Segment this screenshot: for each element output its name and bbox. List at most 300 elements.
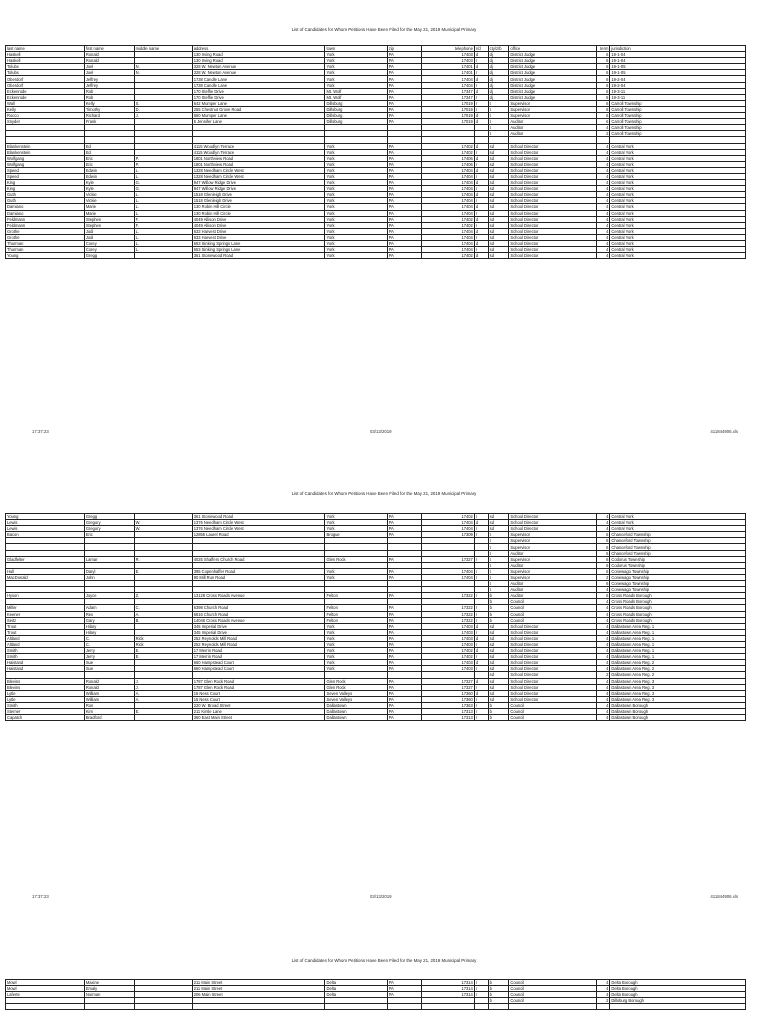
cell-state: PA [387,605,422,611]
cell-middle-name: F. [134,222,192,228]
cell-address: 642 Mumper Lane [192,100,325,106]
cell-state: PA [387,593,422,599]
cell-party: r [474,696,488,702]
cell-district-type: b [488,992,509,998]
cell-last-name: Wolfgang [6,161,85,167]
cell-middle-name: Rick [134,635,192,641]
cell-office: Auditor [509,581,596,587]
cell-state: PA [387,100,422,106]
cell-term: 6 [596,593,610,599]
cell-party: r [474,654,488,660]
cell-state: PA [387,234,422,240]
cell-party: d [474,228,488,234]
cell-district-type: sd [488,684,509,690]
cell-middle-name: E. [134,654,192,660]
cell-first-name: Daryl [84,568,134,574]
cell-district-type: t [488,131,509,137]
cell-jurisdiction: Dallastown Area Reg. 1 [610,629,746,635]
cell-district-type: sd [488,253,509,259]
cell-term: 4 [596,678,610,684]
cell-zip: 17404 [422,247,475,253]
cell-last-name [6,1004,85,1010]
cell-middle-name: G. [134,186,192,192]
cell-first-name: Ron [84,702,134,708]
cell-first-name: Maxine [84,980,134,986]
cell-district-type: t [488,113,509,119]
cell-state: PA [387,228,422,234]
cell-state [387,1004,422,1010]
cell-town: York [325,635,387,641]
cell-address: 15 Ness Court [192,696,325,702]
cell-jurisdiction: Carroll Township [610,106,746,112]
cell-first-name: first name [84,46,134,52]
cell-first-name: Jerry [84,654,134,660]
cell-party: r [474,247,488,253]
cell-last-name: Lewis [6,520,85,526]
cell-first-name: Bradford [84,715,134,721]
cell-district-type: sd [488,678,509,684]
cell-term: 6 [596,562,610,568]
cell-jurisdiction: Central York [610,180,746,186]
cell-town: York [325,70,387,76]
cell-address: 5 Jennifer Lane [192,119,325,125]
cell-last-name: Young [6,514,85,520]
cell-district-type: t [488,532,509,538]
cell-town: Mt. Wolf [325,94,387,100]
cell-town: York [325,186,387,192]
cell-party: r [474,94,488,100]
cell-town: York [325,660,387,666]
cell-zip: 17404 [422,82,475,88]
cell-address: 252 Reynolds Mill Road [192,641,325,647]
cell-state: PA [387,253,422,259]
cell-office: Supervisor [509,538,596,544]
page-title: List of Candidates for Whom Petitions Have Been Filed for the May 21, 2019 Municipal Primary [291,958,477,963]
cell-term: 4 [596,173,610,179]
cell-party: r [474,173,488,179]
cell-first-name: Rob [84,88,134,94]
cell-jurisdiction: Carroll Township [610,131,746,137]
cell-office: Council [509,702,596,708]
cell-address: 17 Merrin Road [192,654,325,660]
cell-zip: 17019 [422,100,475,106]
cell-zip: 17402 [422,648,475,654]
cell-jurisdiction: 19-1-05 [610,64,746,70]
cell-last-name: Rocco [6,113,85,119]
cell-party: r [474,514,488,520]
cell-party: d [474,143,488,149]
cell-jurisdiction: Central York [610,247,746,253]
cell-district-type: t [488,556,509,562]
cell-office: School Director [509,180,596,186]
cell-state: PA [387,574,422,580]
cell-term: 6 [596,58,610,64]
cell-last-name: Thurman [6,241,85,247]
cell-state: PA [387,648,422,654]
cell-party: r [474,70,488,76]
cell-middle-name: B. [134,617,192,623]
cell-zip: 17404 [422,167,475,173]
cell-address: 1328 Needham Circle West [192,167,325,173]
cell-middle-name: R. [134,556,192,562]
cell-state: PA [387,660,422,666]
cell-middle-name: L. [134,210,192,216]
cell-zip: 17019 [422,119,475,125]
cell-term: 4 [596,715,610,721]
cell-term: 4 [596,216,610,222]
cell-office: School Director [509,641,596,647]
cell-first-name: Joel [84,70,134,76]
cell-state: PA [387,64,422,70]
cell-jurisdiction: Conewago Township [610,574,746,580]
cell-state: PA [387,82,422,88]
cell-town: York [325,641,387,647]
cell-town: Dallastown [325,709,387,715]
cell-office: District Judge [509,64,596,70]
cell-state: PA [387,58,422,64]
cell-office: School Director [509,167,596,173]
cell-office: School Director [509,696,596,702]
cell-office: School Director [509,161,596,167]
cell-state: PA [387,696,422,702]
cell-town: Glen Rock [325,678,387,684]
cell-term: 6 [596,94,610,100]
cell-term: 6 [596,52,610,58]
cell-office: School Director [509,690,596,696]
cell-party: r [474,198,488,204]
cell-district-type: t [488,550,509,556]
cell-state: PA [387,155,422,161]
cell-town [325,1004,387,1010]
cell-term: 6 [596,568,610,574]
cell-term: 4 [596,611,610,617]
cell-term: 4 [596,155,610,161]
cell-party: r/d [474,46,488,52]
cell-term: 6 [596,581,610,587]
cell-term: 6 [596,76,610,82]
cell-district-type: sd [488,173,509,179]
cell-district-type: sd [488,520,509,526]
cell-jurisdiction: Dallastown Area Reg. 1 [610,623,746,629]
cell-jurisdiction: Dallastown Area Reg. 1 [610,635,746,641]
cell-office: Auditor [509,125,596,131]
cell-middle-name: G. [134,180,192,186]
cell-state: PA [387,702,422,708]
cell-zip: 17313 [422,709,475,715]
cell-district-type: sd [488,648,509,654]
cell-district-type: sd [488,623,509,629]
cell-jurisdiction: Central York [610,222,746,228]
cell-jurisdiction: Central York [610,514,746,520]
cell-party: d [474,113,488,119]
cell-term: 4 [596,709,610,715]
cell-district-type: dj [488,94,509,100]
cell-office: District Judge [509,58,596,64]
cell-jurisdiction: Cross Roads Borough [610,605,746,611]
cell-first-name: Hilary [84,629,134,635]
cell-address: 361 Stonewood Road [192,514,325,520]
cell-district-type: dj [488,76,509,82]
cell-party: r [474,702,488,708]
cell-first-name: Emaly [84,986,134,992]
cell-district-type: sd [488,192,509,198]
cell-town: Glen Rock [325,684,387,690]
cell-last-name: Altland [6,641,85,647]
cell-party: r [474,82,488,88]
cell-term: 4 [596,605,610,611]
cell-district-type: t [488,100,509,106]
cell-office: School Director [509,635,596,641]
cell-jurisdiction: Dallastown Area Reg. 1 [610,641,746,647]
cell-zip: 17404 [422,180,475,186]
cell-party: r [474,980,488,986]
cell-address: 130 Robin Hill Circle [192,210,325,216]
footer-time: 17:37:23 [32,429,49,434]
cell-address: 653 Sinking Springs Lane [192,241,325,247]
cell-first-name: Kyle [84,186,134,192]
cell-first-name: Ronald [84,52,134,58]
cell-term: 4 [596,986,610,992]
cell-office: School Director [509,198,596,204]
cell-first-name [84,1004,134,1010]
cell-town: York [325,526,387,532]
cell-last-name: Grothe [6,228,85,234]
cell-party: d [474,88,488,94]
cell-town: York [325,222,387,228]
cell-district-type: dj [488,82,509,88]
cell-jurisdiction: Dallastown Area Reg. 3 [610,684,746,690]
cell-office: Council [509,998,596,1004]
cell-office: School Director [509,210,596,216]
cell-state: PA [387,222,422,228]
cell-office: School Director [509,228,596,234]
cell-term: 6 [596,106,610,112]
cell-term: 6 [596,64,610,70]
cell-first-name: Sue [84,666,134,672]
cell-jurisdiction: Dallastown Area Reg. 3 [610,678,746,684]
cell-zip: 17327 [422,678,475,684]
cell-jurisdiction: Delta Borough [610,980,746,986]
cell-zip: 17404 [422,574,475,580]
cell-zip: 17327 [422,684,475,690]
cell-address: 4049 Allison Drive [192,216,325,222]
cell-office: School Director [509,222,596,228]
cell-term: 4 [596,198,610,204]
cell-jurisdiction: 19-1-04 [610,52,746,58]
cell-middle-name: W. [134,520,192,526]
cell-town: York [325,64,387,70]
cell-district-type: b [488,702,509,708]
cell-first-name: C. [84,635,134,641]
cell-last-name: Bacon [6,532,85,538]
cell-town: York [325,76,387,82]
cell-first-name: John [84,574,134,580]
cell-state: PA [387,119,422,125]
cell-district-type: sd [488,654,509,660]
cell-middle-name: W. [134,526,192,532]
cell-town: town [325,46,387,52]
cell-first-name: Rob [84,94,134,100]
cell-state: PA [387,980,422,986]
cell-jurisdiction: Cross Roads Borough [610,599,746,605]
cell-town: York [325,228,387,234]
cell-jurisdiction: Central York [610,186,746,192]
cell-middle-name: D. [134,106,192,112]
cell-party: d [474,52,488,58]
cell-last-name: Blevins [6,678,85,684]
cell-jurisdiction: 19-3-11 [610,94,746,100]
cell-first-name: Frank [84,119,134,125]
cell-town: York [325,204,387,210]
cell-party: d [474,216,488,222]
cell-party: d [474,623,488,629]
cell-office: Council [509,709,596,715]
cell-state: PA [387,709,422,715]
cell-zip: 17402 [422,222,475,228]
cell-last-name: Haskell [6,58,85,64]
cell-party: r [474,605,488,611]
cell-jurisdiction: 19-2-04 [610,82,746,88]
cell-office: Council [509,986,596,992]
cell-party: r [474,593,488,599]
cell-address: 14046 Cross Roads Avenue [192,617,325,623]
cell-middle-name: N. [134,64,192,70]
cell-address: 4049 Allison Drive [192,222,325,228]
cell-party: r [474,210,488,216]
cell-state: PA [387,520,422,526]
cell-party: d [474,76,488,82]
cell-zip: 17404 [422,173,475,179]
cell-district-type: sd [488,666,509,672]
cell-town: York [325,52,387,58]
cell-office: Council [509,617,596,623]
cell-office: Supervisor [509,574,596,580]
cell-party: d [474,635,488,641]
cell-party: r [474,568,488,574]
cell-office: School Director [509,684,596,690]
cell-first-name: Edwin [84,173,134,179]
cell-office: School Director [509,648,596,654]
cell-address: 1518 Glenleigh Drive [192,192,325,198]
cell-last-name: Gladfelter [6,556,85,562]
cell-first-name: Vickie [84,198,134,204]
cell-district-type: sd [488,635,509,641]
cell-office: School Director [509,629,596,635]
cell-jurisdiction: Cross Roads Borough [610,593,746,599]
cell-zip: 17404 [422,520,475,526]
cell-office: School Director [509,660,596,666]
cell-district-type: dj [488,88,509,94]
cell-last-name: Wall [6,100,85,106]
cell-office: District Judge [509,94,596,100]
cell-address: 653 Sinking Springs Lane [192,247,325,253]
cell-state: PA [387,568,422,574]
cell-zip: 17403 [422,623,475,629]
footer-file: 411844906.xls [710,429,738,434]
cell-address: 660 Hampstead Court [192,666,325,672]
cell-zip: 17401 [422,64,475,70]
cell-jurisdiction: Dillsburg Borough [610,998,746,1004]
cell-office: Supervisor [509,100,596,106]
cell-zip: 17327 [422,556,475,562]
cell-party: r [474,715,488,721]
cell-term: 2 [596,574,610,580]
cell-last-name: Trout [6,629,85,635]
cell-jurisdiction: Delta Borough [610,986,746,992]
cell-term: 4 [596,629,610,635]
cell-middle-name: L. [134,241,192,247]
cell-term: 4 [596,204,610,210]
cell-first-name: Joel [84,64,134,70]
cell-district-type: sd [488,186,509,192]
cell-address: 15 Ness Court [192,690,325,696]
cell-first-name: Vickie [84,192,134,198]
cell-middle-name: A. [134,690,192,696]
cell-jurisdiction: Central York [610,161,746,167]
cell-last-name: Oberdorf [6,76,85,82]
cell-first-name: Marie [84,204,134,210]
cell-term: 6 [596,544,610,550]
cell-term: 4 [596,992,610,998]
cell-last-name: Laferte [6,992,85,998]
cell-address: 345 Imperial Drive [192,629,325,635]
cell-town: Brogue [325,532,387,538]
cell-town: York [325,180,387,186]
cell-zip: 17404 [422,192,475,198]
cell-zip: 17404 [422,186,475,192]
cell-term: 4 [596,192,610,198]
cell-office: School Director [509,241,596,247]
cell-jurisdiction: Carroll Township [610,113,746,119]
cell-first-name: Eric [84,532,134,538]
cell-first-name: Kyle [84,180,134,186]
cell-zip: 17402 [422,149,475,155]
cell-state: PA [387,715,422,721]
cell-last-name: King [6,180,85,186]
cell-address: 4025 Shaffers Church Road [192,556,325,562]
cell-state: PA [387,514,422,520]
cell-state: PA [387,76,422,82]
cell-zip: 17404 [422,210,475,216]
cell-first-name: Ronald [84,684,134,690]
cell-jurisdiction: Codorus Township [610,556,746,562]
cell-state: PA [387,684,422,690]
cell-town: Felton [325,605,387,611]
cell-term: 2 [596,672,610,678]
cell-last-name: Damiano [6,210,85,216]
cell-zip: 17403 [422,635,475,641]
cell-town: York [325,198,387,204]
cell-first-name: Norman [84,992,134,998]
cell-state: PA [387,992,422,998]
cell-jurisdiction: Central York [610,210,746,216]
cell-jurisdiction: Central York [610,149,746,155]
cell-last-name: Seitz [6,617,85,623]
cell-state: PA [387,52,422,58]
cell-address: 1518 Glenleigh Drive [192,198,325,204]
cell-zip: 17322 [422,605,475,611]
cell-first-name: Jerry [84,648,134,654]
cell-last-name: Guth [6,198,85,204]
cell-first-name: Sue [84,660,134,666]
cell-last-name: Mowl [6,980,85,986]
cell-jurisdiction: Dallastown Area Reg. 2 [610,666,746,672]
cell-office: office [509,46,596,52]
cell-district-type: sd [488,216,509,222]
cell-office: School Director [509,253,596,259]
cell-first-name: Kelly [84,100,134,106]
cell-jurisdiction: Central York [610,234,746,240]
